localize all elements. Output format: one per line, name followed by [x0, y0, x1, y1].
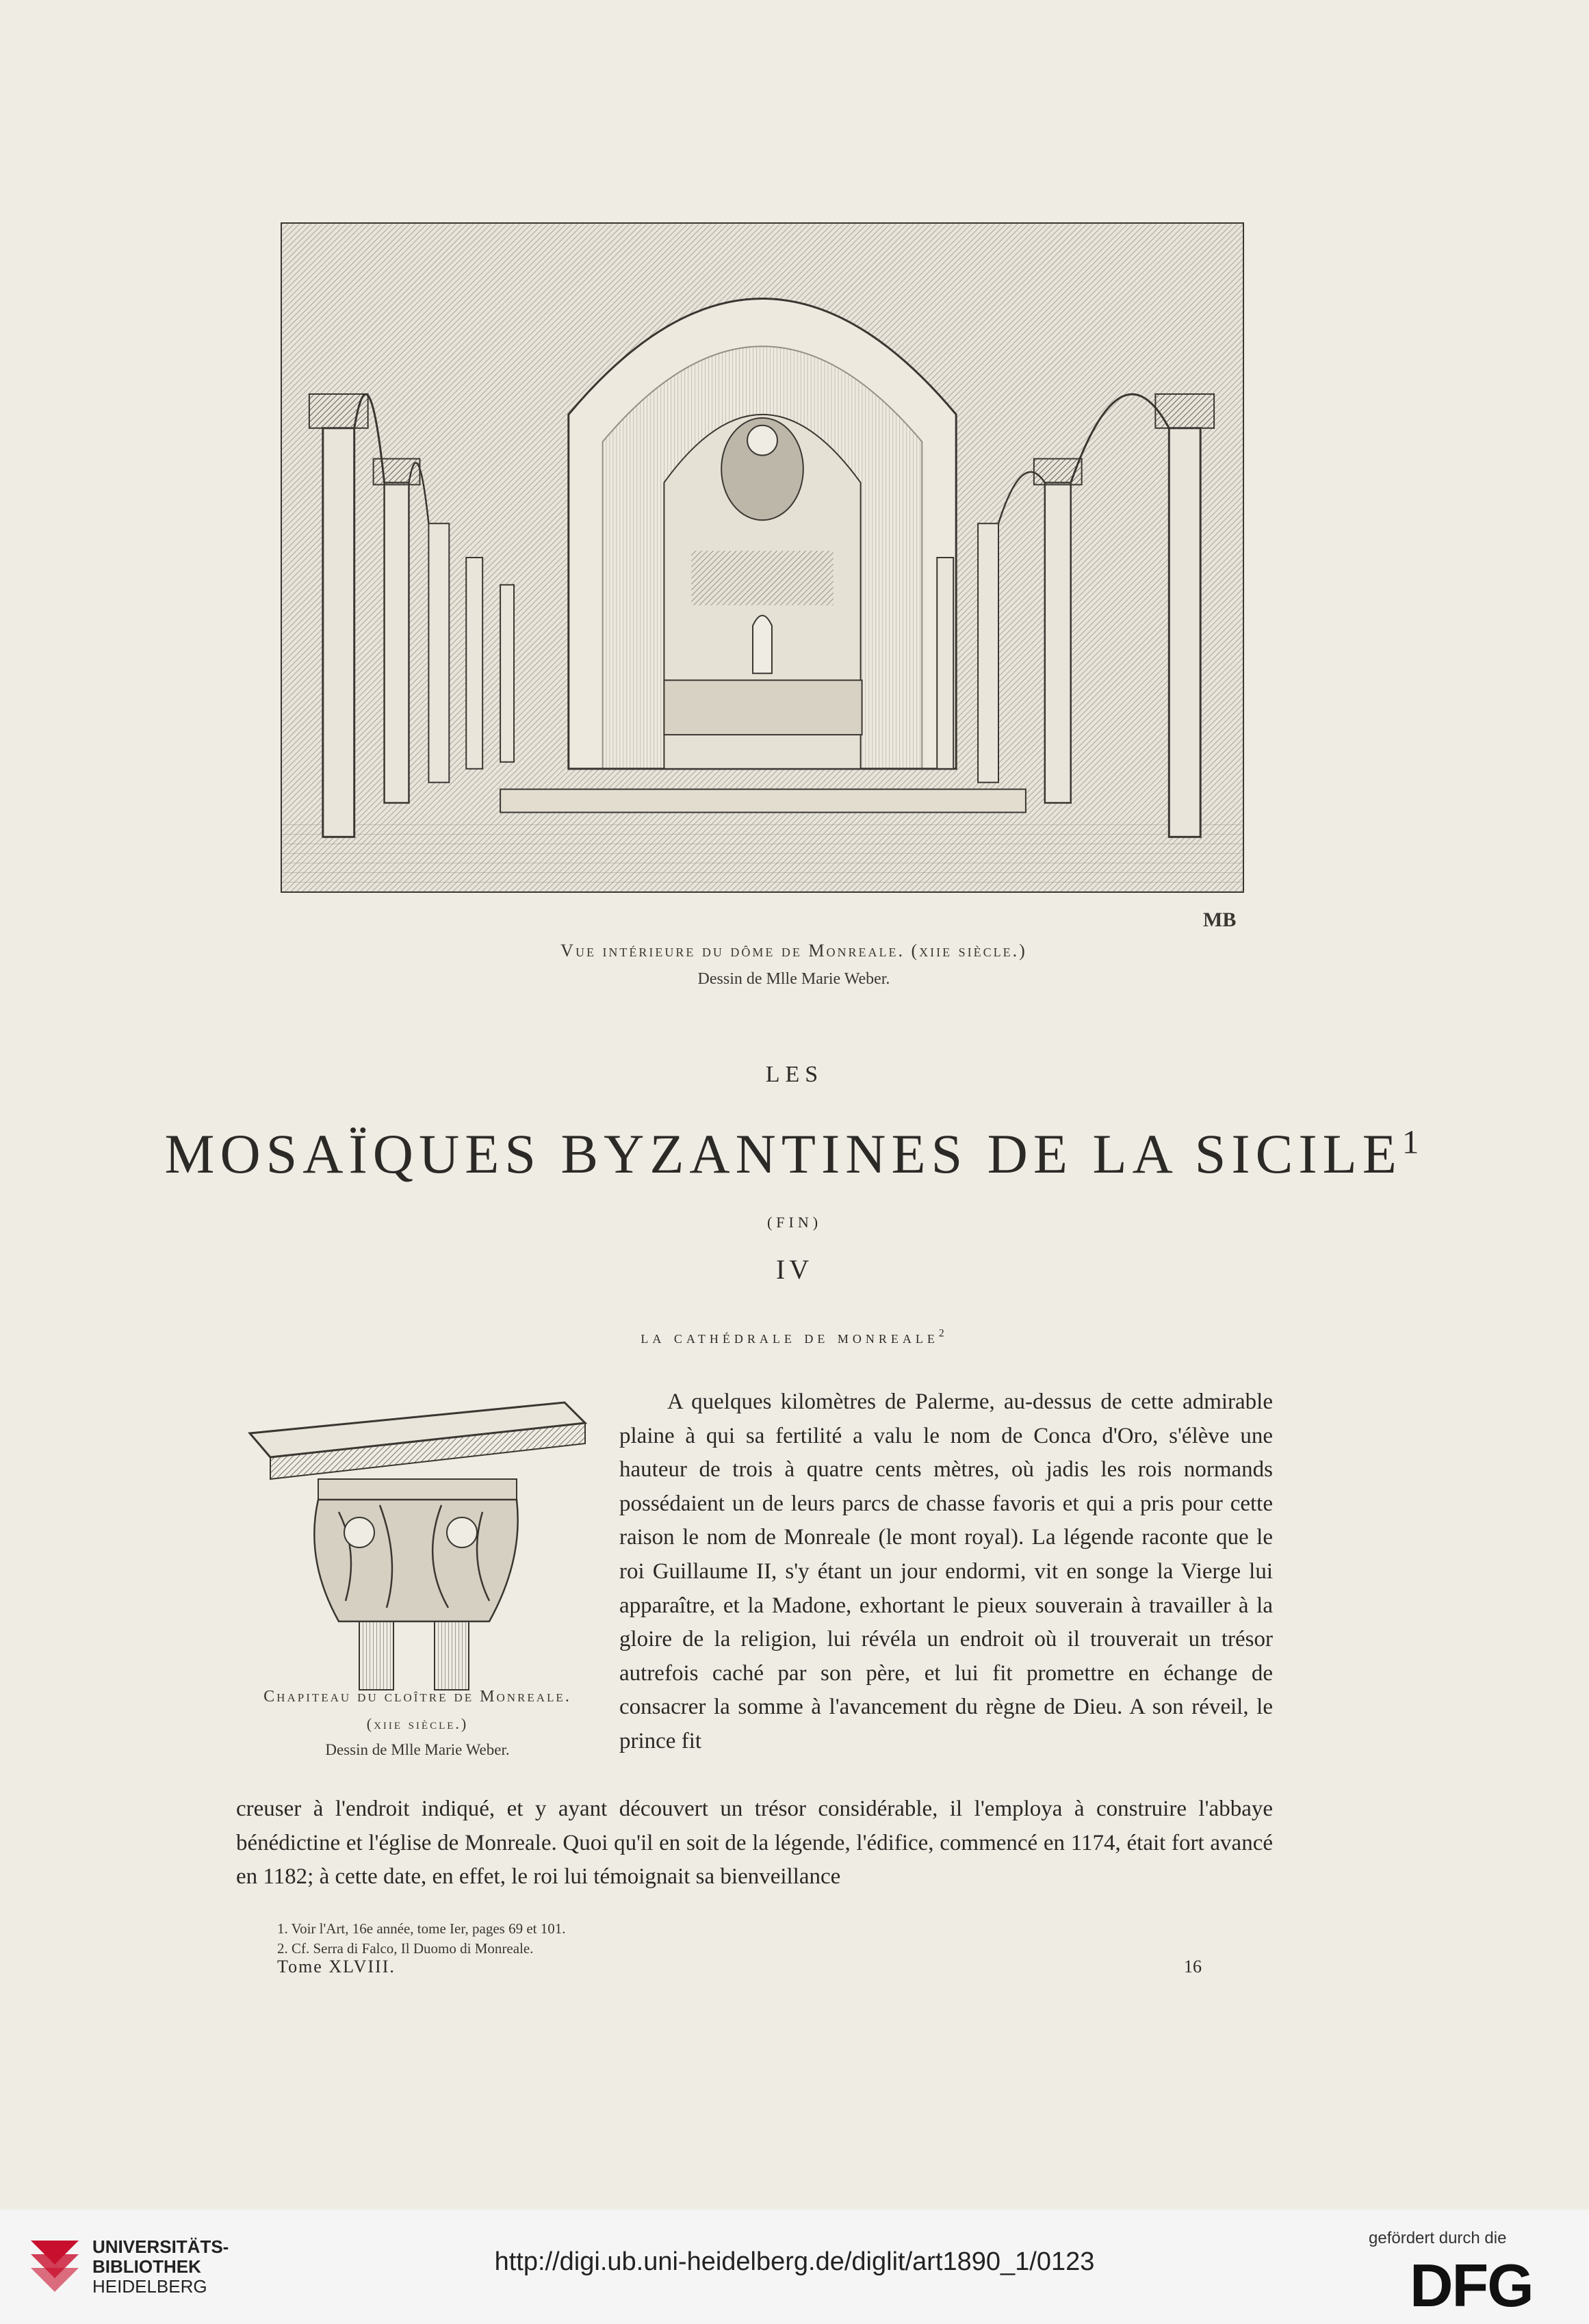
section-number: IV — [775, 1254, 814, 1285]
footnotes — [277, 1919, 565, 1959]
footnote-ref-1: 1 — [1401, 1123, 1425, 1161]
article-title-text: MOSAÏQUES BYZANTINES DE LA SICILE — [164, 1123, 1402, 1185]
capital-drawing — [243, 1396, 599, 1697]
article-title — [0, 1122, 1589, 1186]
paragraph-1-continued: creuser à l'endroit indiqué, et y ayant découvert un trésor considérable, il l'employa à construire l'abbaye bénédictine et l'église de Monreale. Quoi qu'il en soit de la légende, l'édifice, commencé en 1174, était fort avancé en 1182; à cette date, en effet, le roi lui témoignait sa bienveillance — [236, 1797, 1273, 1890]
section-title — [0, 1327, 1589, 1348]
figure2-caption-date: (xiie siècle.) — [366, 1715, 469, 1732]
body-full-width-text — [236, 1792, 1273, 1894]
page-number: 16 — [1184, 1957, 1202, 1976]
article-kicker: LES — [765, 1062, 824, 1087]
footnote-2: 2. Cf. Serra di Falco, Il Duomo di Monreale. — [277, 1940, 534, 1957]
funding-note: gefördert durch die — [1369, 2229, 1507, 2247]
cathedral-interior-engraving — [281, 222, 1244, 893]
engraver-monogram: MB — [1203, 909, 1237, 931]
footnote-ref-2: 2 — [938, 1327, 948, 1340]
figure2-caption-title: Chapiteau du cloître de Monreale. — [263, 1688, 571, 1706]
library-name-line2: BIBLIOTHEK — [92, 2256, 201, 2277]
paragraph-1: A quelques kilomètres de Palerme, au-dessus de cette admirable plaine à qui sa fertilité a valu le nom de Conca d'Oro, s'élève une hauteur de trois à quatre cents mètres, où jadis les rois normands possédaient un de leurs parcs de chasse favoris et qui a pris pour cette raison le nom de Monreale (le mont royal). La légende raconte que le roi Guillaume II, s'y étant un jour endormi, vit en songe la Vierge lui apparaître, et la Madone, exhortant le pieux souverain à travailler à la gloire de la religion, lui révéla un endroit où il trouverait un trésor autrefois caché par son père, et lui fit promettre en échange de consacrer la somme à l'avancement du règne de Dieu. A son réveil, le prince fit — [619, 1389, 1273, 1753]
figure1-caption-title: Vue intérieure du dôme de Monreale. (xiie siècle.) — [560, 941, 1027, 961]
engraving-drawing — [282, 224, 1243, 891]
figure2-caption-credit: Dessin de Mlle Marie Weber. — [325, 1741, 510, 1758]
permalink-url[interactable]: http://digi.ub.uni-heidelberg.de/diglit/art1890_1/0123 — [494, 2247, 1095, 2276]
article-fin: (FIN) — [766, 1214, 823, 1231]
dfg-logo: DFG — [1410, 2251, 1533, 2319]
volume-label: Tome XLVIII. — [277, 1957, 396, 1976]
library-name-line1: UNIVERSITÄTS- — [92, 2236, 229, 2257]
cloister-capital-engraving — [243, 1396, 599, 1697]
footnote-1: 1. Voir l'Art, 16e année, tome Ier, pages 69 et 101. — [277, 1920, 566, 1937]
library-name-line3: HEIDELBERG — [92, 2276, 207, 2297]
figure1-caption-credit: Dessin de Mlle Marie Weber. — [697, 970, 890, 988]
body-column-text — [619, 1385, 1273, 1759]
section-title-text: la cathédrale de monreale — [641, 1327, 939, 1347]
